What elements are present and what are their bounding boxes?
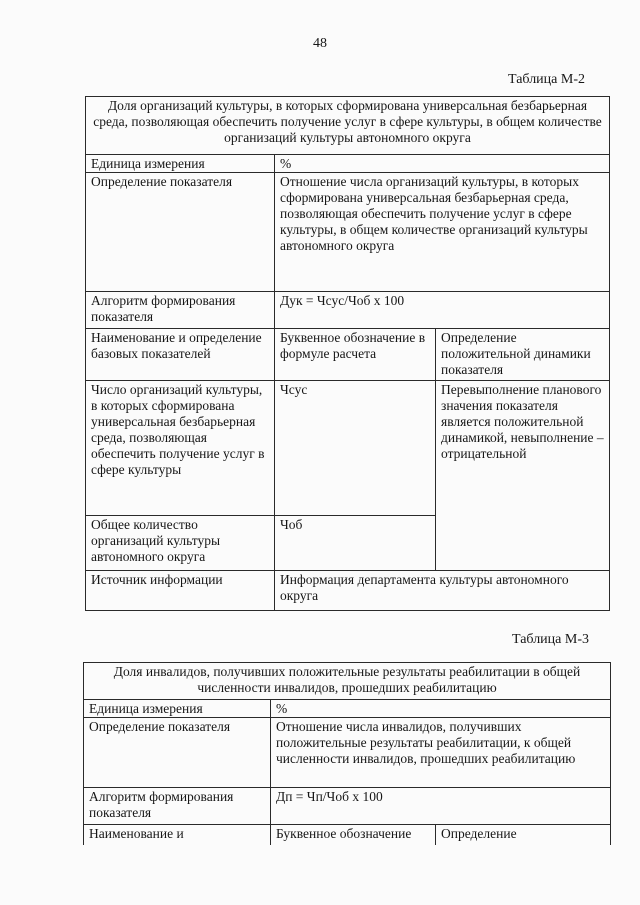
base-indicators-label: Наименование и определение базовых показателей: [86, 329, 275, 381]
algorithm-formula: Дук = Чсус/Чоб x 100: [275, 292, 610, 329]
base-indicators-label: Наименование и: [84, 825, 271, 845]
definition-label: Определение показателя: [84, 718, 271, 788]
unit-value: %: [271, 700, 611, 718]
table-m2-title: Доля организаций культуры, в которых сформирована универсальная безбарьерная среда, позволяющая обеспечить получение услуг в сфере культуры, в общем количестве организаций культуры автономного округа: [86, 97, 610, 155]
definition-label: Определение показателя: [86, 173, 275, 292]
table-m2-label: Таблица М-2: [508, 72, 585, 87]
unit-value: %: [275, 155, 610, 173]
base-indicator-name: Число организаций культуры, в которых сформирована универсальная безбарьерная среда, позволяющая обеспечить получение услуг в сфере культуры: [86, 381, 275, 516]
definition-value: Отношение числа организаций культуры, в которых сформирована универсальная безбарьерная среда, позволяющая обеспечить получение услуг в сфере культуры, в общем количестве организаций культуры автономного округа: [275, 173, 610, 292]
definition-value: Отношение числа инвалидов, получивших положительные результаты реабилитации, к общей численности инвалидов, прошедших реабилитацию: [271, 718, 611, 788]
table-m3-title: Доля инвалидов, получивших положительные результаты реабилитации в общей численности инвалидов, прошедших реабилитацию: [84, 663, 611, 700]
unit-label: Единица измерения: [86, 155, 275, 173]
page-number: 48: [313, 36, 327, 51]
dynamics-value: Перевыполнение планового значения показателя является положительной динамикой, невыполнение – отрицательной: [436, 381, 610, 516]
source-label: Источник информации: [86, 571, 275, 611]
table-m3-label: Таблица М-3: [512, 632, 589, 647]
algorithm-formula: Дп = Чп/Чоб x 100: [271, 788, 611, 825]
algorithm-label: Алгоритм формирования показателя: [86, 292, 275, 329]
dynamics-header: Определение: [436, 825, 611, 845]
base-indicator-symbol: Чоб: [275, 516, 436, 571]
table-m3: [83, 662, 611, 845]
dynamics-header: Определение положительной динамики показателя: [436, 329, 610, 381]
table-m2: [85, 96, 610, 611]
dynamics-cell-continued: [436, 516, 610, 571]
source-value: Информация департамента культуры автономного округа: [275, 571, 610, 611]
symbol-header: Буквенное обозначение: [271, 825, 436, 845]
algorithm-label: Алгоритм формирования показателя: [84, 788, 271, 825]
base-indicator-symbol: Чсус: [275, 381, 436, 516]
base-indicator-name: Общее количество организаций культуры автономного округа: [86, 516, 275, 571]
unit-label: Единица измерения: [84, 700, 271, 718]
symbol-header: Буквенное обозначение в формуле расчета: [275, 329, 436, 381]
